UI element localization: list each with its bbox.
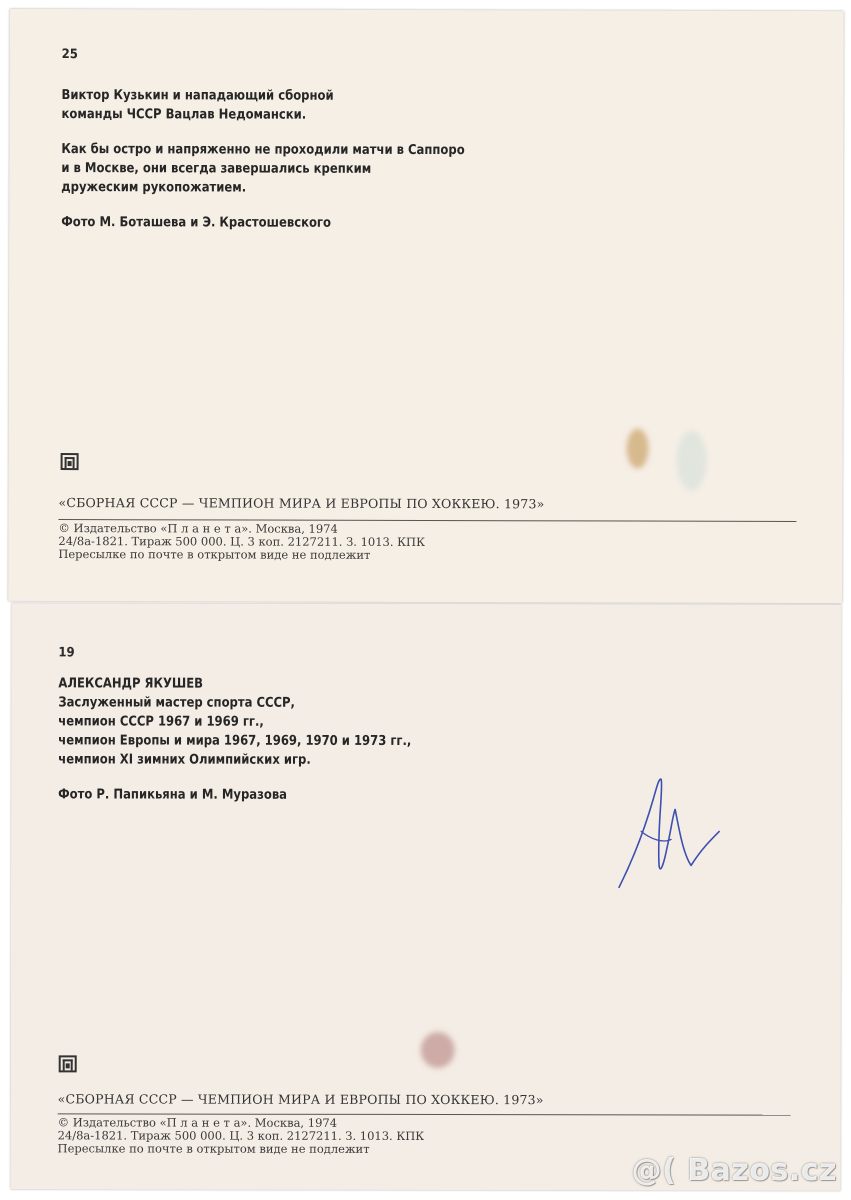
description-line: и в Москве, они всегда завершались крепким — [61, 160, 372, 177]
caption-line: Заслуженный мастер спорта СССР, — [58, 694, 295, 711]
card-number: 19 — [58, 645, 75, 661]
photo-credit: Фото Р. Папикьяна и М. Муразова — [58, 786, 288, 803]
imprint-line: 24/8а-1821. Тираж 500 000. Ц. 3 коп. 2127211. З. 1013. КПК — [58, 534, 426, 549]
photo-credit: Фото М. Боташева и Э. Крастошевского — [61, 214, 332, 231]
caption-line: чемпион Европы и мира 1967, 1969, 1970 и 1973 гг., — [58, 732, 412, 749]
publisher-imprint — [58, 1116, 425, 1156]
imprint-line: 24/8а-1821. Тираж 500 000. Ц. 3 коп. 2127211. З. 1013. КПК — [57, 1128, 425, 1143]
card-number: 25 — [61, 47, 78, 63]
postcard-back-19 — [10, 603, 841, 1190]
caption-line: Виктор Кузькин и нападающий сборной — [61, 87, 334, 104]
card-caption — [61, 86, 465, 233]
caption-line: чемпион СССР 1967 и 1969 гг., — [58, 713, 264, 730]
card-caption — [58, 674, 411, 805]
imprint-line: © Издательство «П л а н е т а». Москва, 1974 — [58, 521, 338, 536]
imprint-line: © Издательство «П л а н е т а». Москва, 1974 — [57, 1115, 338, 1130]
caption-line: команды ЧССР Вацлав Недомански. — [61, 106, 307, 123]
stain-mark — [421, 1032, 455, 1068]
stain-mark — [677, 431, 707, 491]
autograph-signature — [611, 769, 731, 894]
description-line: Как бы остро и напряженно не проходили матчи в Саппоро — [61, 141, 465, 159]
description-line: дружеским рукопожатием. — [61, 179, 247, 196]
publisher-logo-icon — [59, 1055, 77, 1072]
series-title: «СБОРНАЯ СССР — ЧЕМПИОН МИРА И ЕВРОПЫ ПО ХОККЕЮ. 1973» — [58, 495, 545, 512]
series-title: «СБОРНАЯ СССР — ЧЕМПИОН МИРА И ЕВРОПЫ ПО ХОККЕЮ. 1973» — [57, 1091, 544, 1108]
publisher-imprint — [58, 522, 425, 562]
imprint-line: Пересылке по почте в открытом виде не подлежит — [57, 1141, 370, 1156]
site-watermark: @( Bazos.cz — [631, 1153, 837, 1188]
caption-line: чемпион XI зимних Олимпийских игр. — [58, 751, 311, 768]
imprint-line: Пересылке по почте в открытом виде не подлежит — [58, 547, 371, 562]
stain-mark — [627, 429, 649, 469]
publisher-logo-icon — [61, 453, 79, 470]
caption-line: АЛЕКСАНДР ЯКУШЕВ — [58, 675, 204, 692]
postcard-back-25 — [8, 9, 844, 603]
